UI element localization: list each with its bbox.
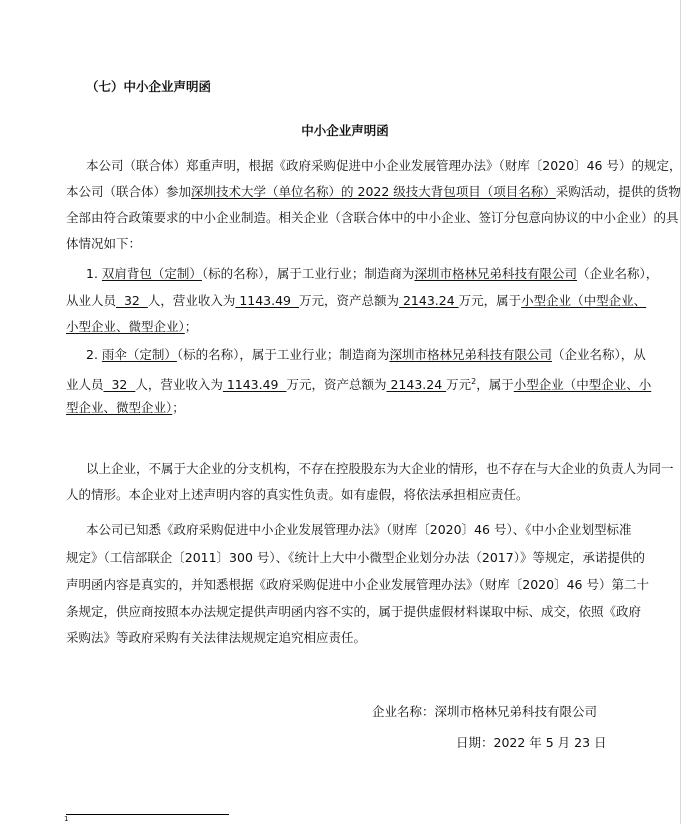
- item1-staff: 32: [116, 293, 148, 308]
- footnote-divider: [66, 814, 229, 815]
- item1-line-1: 1. 双肩背包（定制）（标的名称），属于工业行业；制造商为深圳市格林兄弟科技有限公司（企业名称），: [86, 266, 659, 281]
- project-name: 深圳技术大学（单位名称）的 2022 级技大背包项目（项目名称）: [191, 184, 556, 199]
- signature-company: 企业名称：深圳市格林兄弟科技有限公司: [372, 704, 598, 719]
- para3-line-1: 本公司已知悉《政府采购促进中小企业发展管理办法》（财库〔2020〕46 号）、《中小企业划型标准: [86, 522, 632, 537]
- para3-line-5: 采购法》等政府采购有关法律法规规定追究相应责任。: [66, 630, 367, 645]
- para3-line-3: 声明函内容是真实的，并知悉根据《政府采购促进中小企业发展管理办法》（财库〔2020〕46 号）第二十: [66, 577, 649, 592]
- item1-maker: 深圳市格林兄弟科技有限公司: [414, 266, 577, 281]
- item2-line-1: 2. 雨伞（定制）（标的名称），属于工业行业；制造商为深圳市格林兄弟科技有限公司（企业名称），从: [86, 347, 646, 362]
- para3-line-2: 规定》（工信部联企〔2011〕300 号）、《统计上大中小微型企业划分办法（2017）》等规定，承诺提供的: [66, 550, 645, 565]
- footnote-sup: 2: [471, 377, 477, 386]
- page-title: 中小企业声明函: [301, 123, 389, 138]
- section-heading: （七）中小企业声明函: [86, 79, 212, 94]
- intro-line-4: 体情况如下：: [66, 236, 142, 251]
- item2-maker: 深圳市格林兄弟科技有限公司: [389, 347, 552, 362]
- item2-staff: 32: [103, 377, 136, 393]
- item1-type: 小型企业（中型企业、: [521, 293, 647, 308]
- item1-name: 双肩背包（定制）: [101, 266, 202, 281]
- signature-date: 日期：2022 年 5 月 23 日: [456, 735, 607, 750]
- item2-line-3: 型企业、微型企业）；: [66, 400, 185, 415]
- item2-type: 小型企业（中型企业、小: [513, 377, 652, 393]
- item1-line-3: 小型企业、微型企业）；: [66, 319, 198, 334]
- item2-line-2: 业人员 32 人，营业收入为 1143.49 万元，资产总额为 2143.24 万元$^2$，属于小型企业（中型企业、小: [66, 377, 652, 393]
- footnote-mark: 1: [64, 815, 69, 823]
- para2-line-2: 人的情形。本企业对上述声明内容的真实性负责。如有虚假，将依法承担相应责任。: [66, 487, 529, 502]
- item2-assets: 2143.24: [386, 377, 447, 393]
- item2-name: 雨伞（定制）: [101, 347, 177, 362]
- intro-line-1: 本公司（联合体）郑重声明，根据《政府采购促进中小企业发展管理办法》（财库〔2020〕46 号）的规定，: [86, 158, 682, 173]
- item1-revenue: 1143.49: [235, 293, 299, 308]
- item1-assets: 2143.24: [398, 293, 459, 308]
- intro-line-2: 本公司（联合体）参加深圳技术大学（单位名称）的 2022 级技大背包项目（项目名称）采购活动，提供的货物: [66, 184, 681, 199]
- para3-line-4: 条规定，供应商按照本办法规定提供声明函内容不实的，属于提供虚假材料谋取中标、成交，依照《政府: [66, 604, 642, 619]
- item1-line-2: 从业人员 32 人，营业收入为 1143.49 万元，资产总额为 2143.24 万元，属于小型企业（中型企业、: [66, 293, 647, 308]
- item2-revenue: 1143.49: [222, 377, 287, 393]
- para2-line-1: 以上企业，不属于大企业的分支机构，不存在控股股东为大企业的情形，也不存在与大企业的负责人为同一: [86, 461, 674, 476]
- intro-line-3: 全部由符合政策要求的中小企业制造。相关企业（含联合体中的中小企业、签订分包意向协议的中小企业）的具: [66, 210, 679, 225]
